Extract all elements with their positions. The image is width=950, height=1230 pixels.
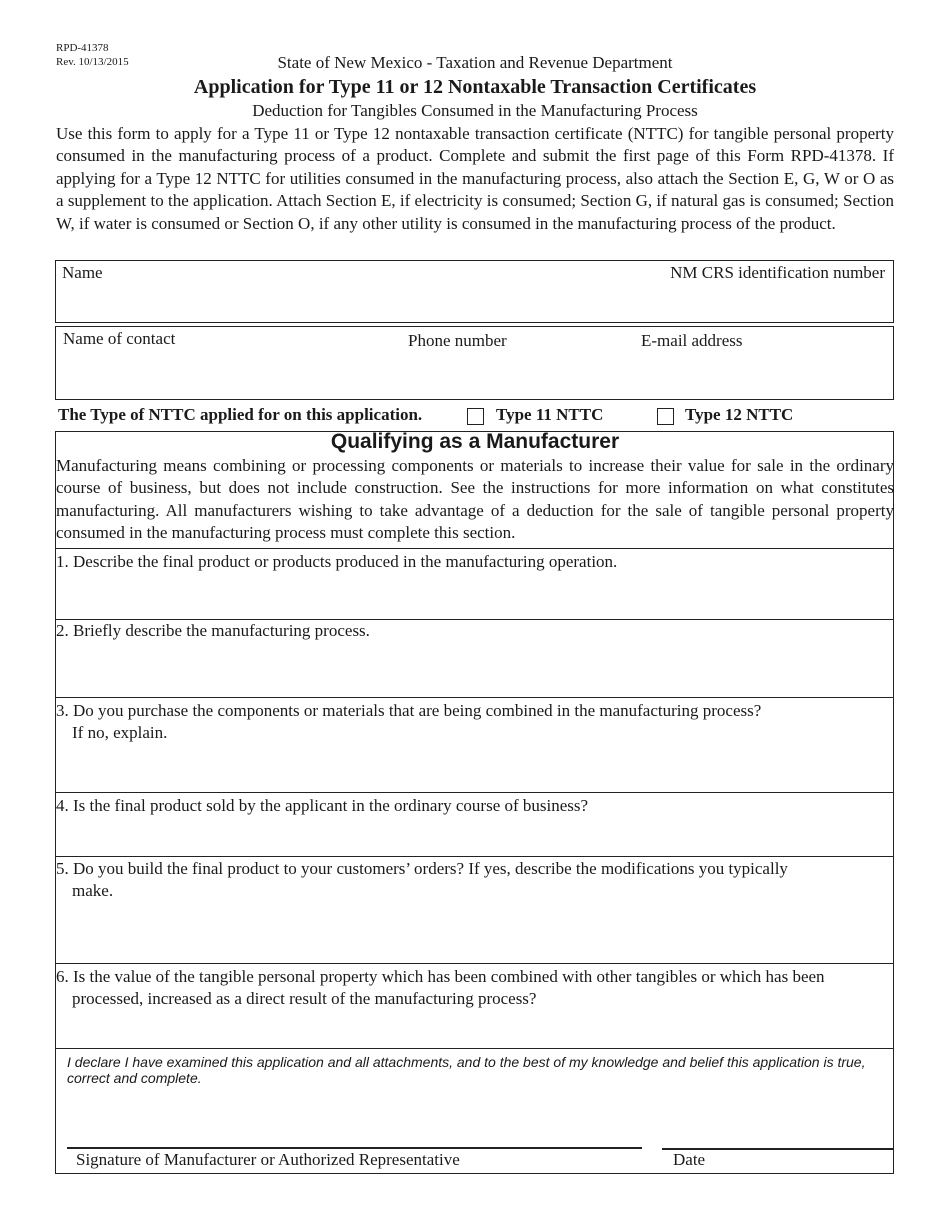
- question-3-text: 3. Do you purchase the components or materials that are being combined in the manufacturing process?: [56, 701, 762, 720]
- question-6-text: 6. Is the value of the tangible personal property which has been combined with other tangibles or which has been: [56, 967, 825, 986]
- contact-input[interactable]: [58, 355, 398, 395]
- signature-line: [67, 1147, 642, 1149]
- divider: [56, 1048, 894, 1049]
- question-6: [56, 966, 894, 1011]
- crs-input[interactable]: [656, 285, 889, 319]
- answer-1-field[interactable]: [58, 575, 892, 617]
- revision-date: Rev. 10/13/2015: [56, 56, 129, 68]
- intro-paragraph: Use this form to apply for a Type 11 or Type 12 nontaxable transaction certificate (NTTC) for tangible personal property consumed in the manufacturing process of a product. Complete and submit the first page of this Form RPD-41378. If applying for a Type 12 NTTC for utilities consumed in the manufacturing process, also attach the Section E, G, W or O as a supplement to the application. Attach Section E, if electricity is consumed; Section G, if natural gas is consumed; Section W, if water is consumed or Section O, if any other utility is consumed in the manufacturing process of the product.: [56, 124, 894, 233]
- divider: [56, 697, 894, 698]
- divider: [56, 963, 894, 964]
- question-4-text: 4. Is the final product sold by the applicant in the ordinary course of business?: [56, 796, 589, 815]
- type-11-label: Type 11 NTTC: [496, 405, 604, 424]
- crs-label: NM CRS identification number: [670, 263, 885, 282]
- question-2-text: 2. Briefly describe the manufacturing process.: [56, 621, 370, 640]
- type-11-checkbox[interactable]: [467, 408, 484, 425]
- question-2: [56, 620, 894, 642]
- name-input[interactable]: [58, 285, 648, 319]
- signature-field[interactable]: [67, 1100, 642, 1146]
- question-4: [56, 795, 894, 817]
- date-field[interactable]: [662, 1100, 892, 1146]
- question-1-text: 1. Describe the final product or products produced in the manufacturing operation.: [56, 552, 618, 571]
- question-6-continued: processed, increased as a direct result of the manufacturing process?: [72, 989, 537, 1009]
- date-label: Date: [673, 1150, 706, 1169]
- qualifying-text: Manufacturing means combining or processing components or materials to increase their value for sale in the ordinary course of business, but does not include construction. See the instructions for more information on what constitutes manufacturing. All manufacturers wishing to take advantage of a deduction for the sale of tangible personal property consumed in the manufacturing process must complete this section.: [56, 456, 894, 543]
- divider: [56, 548, 894, 549]
- name-label: Name: [62, 263, 103, 282]
- signature-label: Signature of Manufacturer or Authorized Representative: [76, 1150, 460, 1169]
- question-3-followup: If no, explain.: [72, 723, 168, 743]
- declaration-text: I declare I have examined this application and all attachments, and to the best of my knowledge and belief this application is true, correct and complete.: [67, 1054, 866, 1086]
- phone-label: Phone number: [408, 331, 507, 350]
- qualifying-heading: Qualifying as a Manufacturer: [330, 430, 620, 453]
- agency-name: State of New Mexico - Taxation and Revenue Department: [277, 53, 673, 72]
- question-3: [56, 700, 894, 745]
- type-12-label: Type 12 NTTC: [685, 405, 794, 424]
- contact-label: Name of contact: [63, 329, 176, 348]
- answer-4-field[interactable]: [58, 820, 892, 854]
- nttc-type-label: The Type of NTTC applied for on this application.: [58, 405, 423, 424]
- form-number: RPD-41378: [56, 42, 109, 54]
- divider: [56, 792, 894, 793]
- phone-input[interactable]: [406, 355, 631, 395]
- question-5: [56, 858, 894, 903]
- answer-3-field[interactable]: [58, 748, 892, 790]
- nttc-type-row: [56, 405, 894, 429]
- divider: [56, 856, 894, 857]
- page-subtitle: Deduction for Tangibles Consumed in the Manufacturing Process: [252, 101, 698, 120]
- answer-2-field[interactable]: [58, 645, 892, 695]
- email-input[interactable]: [639, 355, 889, 395]
- question-5-continued: make.: [72, 881, 114, 901]
- email-label: E-mail address: [641, 331, 743, 350]
- type-12-checkbox[interactable]: [657, 408, 674, 425]
- name-crs-box: [55, 260, 894, 323]
- question-5-text: 5. Do you build the final product to your customers’ orders? If yes, describe the modifications you typically: [56, 859, 788, 878]
- answer-6-field[interactable]: [58, 1014, 892, 1046]
- answer-5-field[interactable]: [58, 906, 892, 961]
- page-title: Application for Type 11 or 12 Nontaxable Transaction Certificates: [193, 76, 757, 98]
- question-1: [56, 551, 894, 573]
- contact-box: [55, 326, 894, 400]
